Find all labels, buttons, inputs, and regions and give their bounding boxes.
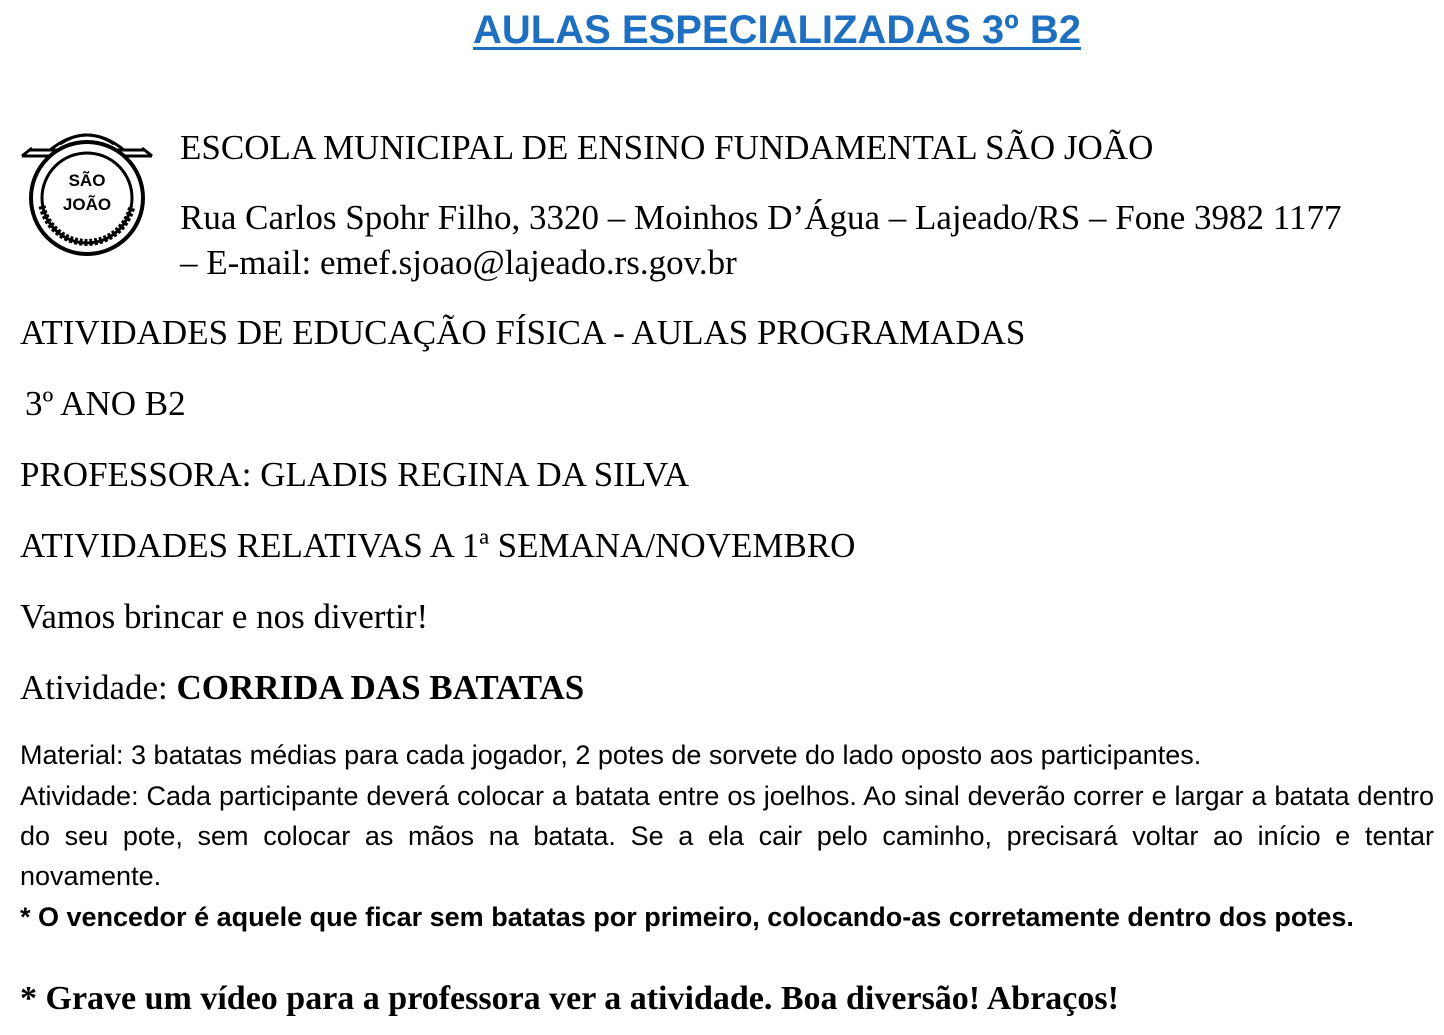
closing-note: * Grave um vídeo para a professora ver a atividade. Boa diversão! Abraços! [20,980,1119,1017]
activity-heading [20,668,584,708]
material-paragraph: Material: 3 batatas médias para cada jogador, 2 potes de sorvete do lado oposto aos participantes. [20,740,1202,770]
subject-line: ATIVIDADES DE EDUCAÇÃO FÍSICA - AULAS PROGRAMADAS [20,313,1026,352]
logo-text-top: SÃO [68,171,106,190]
page-title: AULAS ESPECIALIZADAS 3º B2 [472,8,1082,52]
activity-name: CORRIDA DAS BATATAS [176,668,585,707]
school-address: Rua Carlos Spohr Filho, 3320 – Moinhos D’Água – Lajeado/RS – Fone 3982 1177 [180,198,1342,237]
school-logo [20,122,154,256]
winner-note: * O vencedor é aquele que ficar sem batatas por primeiro, colocando-as corretamente dentro dos potes. [20,902,1354,932]
activity-description: Atividade: Cada participante deverá colocar a batata entre os joelhos. Ao sinal deverão correr e largar a batata dentro do seu pote, sem colocar as mãos na batata. Se a ela cair pelo caminho, precisará voltar ao início e tentar novamente. [20,781,1434,891]
school-email: – E-mail: emef.sjoao@lajeado.rs.gov.br [180,243,737,282]
week-line: ATIVIDADES RELATIVAS A 1ª SEMANA/NOVEMBRO [20,526,856,565]
intro-line: Vamos brincar e nos divertir! [20,597,429,636]
class-line: 3º ANO B2 [25,384,186,423]
school-name: ESCOLA MUNICIPAL DE ENSINO FUNDAMENTAL SÃO JOÃO [180,128,1154,167]
logo-text-bottom: JOÃO [62,195,112,214]
activity-label: Atividade: [20,668,177,707]
teacher-line: PROFESSORA: GLADIS REGINA DA SILVA [20,455,690,494]
